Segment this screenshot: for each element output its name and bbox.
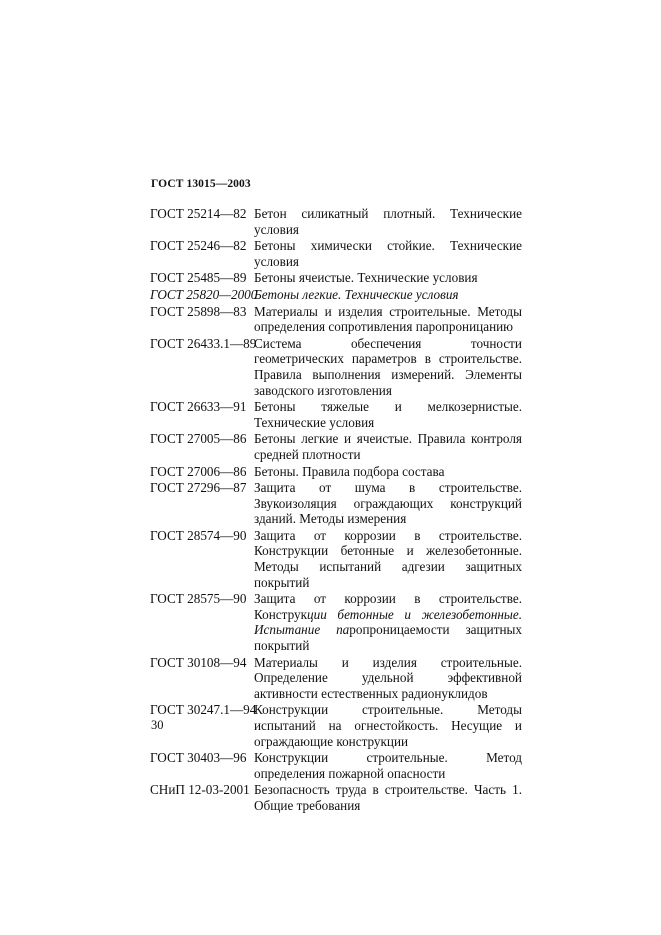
document-header: ГОСТ 13015—2003	[151, 178, 251, 190]
reference-title: Конструкции строительные. Методы испытаний на огнестойкость. Несущие и ограждающие конструкции	[254, 702, 522, 749]
reference-row	[150, 431, 522, 462]
normative-references-list	[150, 206, 522, 815]
reference-title: Безопасность труда в строительстве. Часть 1. Общие требования	[254, 782, 522, 813]
reference-code: ГОСТ 27006—86	[150, 463, 247, 479]
reference-code: СНиП 12-03-2001	[150, 782, 250, 798]
reference-title-italic: ции бетонные и железобетонные. Испытание па	[254, 606, 522, 638]
reference-row	[150, 591, 522, 653]
reference-row	[150, 336, 522, 398]
reference-row	[150, 270, 522, 286]
reference-code: ГОСТ 25898—83	[150, 303, 247, 319]
reference-code: ГОСТ 30403—96	[150, 750, 247, 766]
reference-title: Система обеспечения точности геометрических параметров в строительстве. Правила выполнения измерений. Элементы заводского изготовления	[254, 335, 522, 398]
reference-title: Бетоны тяжелые и мелкозернистые. Технические условия	[254, 399, 522, 430]
reference-row	[150, 655, 522, 702]
reference-title	[254, 591, 522, 653]
reference-title: Материалы и изделия строительные. Методы определения сопротивления паропроницанию	[254, 303, 522, 335]
reference-row	[150, 206, 522, 237]
reference-code: ГОСТ 27296—87	[150, 480, 247, 496]
reference-code: ГОСТ 30247.1—94	[150, 702, 257, 718]
reference-code: ГОСТ 25485—89	[150, 270, 247, 286]
reference-row	[150, 702, 522, 749]
reference-row	[150, 304, 522, 335]
reference-code: ГОСТ 25820—2000	[150, 286, 258, 302]
reference-code: ГОСТ 25246—82	[150, 238, 247, 254]
reference-title: Бетоны легкие и ячеистые. Правила контроля средней плотности	[254, 431, 522, 462]
reference-row	[150, 528, 522, 590]
reference-title: Материалы и изделия строительные. Определение удельной эффективной активности естественных радионуклидов	[254, 654, 522, 701]
reference-row	[150, 750, 522, 781]
reference-title: Бетоны. Правила подбора состава	[254, 463, 445, 479]
reference-row	[150, 782, 522, 813]
reference-row	[150, 287, 522, 303]
reference-code: ГОСТ 25214—82	[150, 206, 247, 221]
reference-title: Конструкции строительные. Метод определения пожарной опасности	[254, 750, 522, 781]
reference-code: ГОСТ 26433.1—89	[150, 335, 257, 351]
reference-row	[150, 238, 522, 269]
reference-code: ГОСТ 27005—86	[150, 431, 247, 447]
reference-code: ГОСТ 26633—91	[150, 399, 247, 415]
reference-code: ГОСТ 28574—90	[150, 527, 247, 543]
reference-title-tail: ропроницаемости защитных покрытий	[254, 622, 522, 654]
reference-title: Бетон силикатный плотный. Технические условия	[254, 206, 522, 237]
reference-row	[150, 480, 522, 527]
reference-row	[150, 399, 522, 430]
reference-title: Бетоны ячеистые. Технические условия	[254, 270, 478, 286]
reference-code: ГОСТ 30108—94	[150, 654, 247, 670]
reference-title-lead: Защита от коррозии в строительстве. Конструк	[254, 591, 522, 622]
reference-code: ГОСТ 28575—90	[150, 591, 247, 607]
reference-title: Защита от коррозии в строительстве. Конструкции бетонные и железобетонные. Методы испытаний адгезии защитных покрытий	[254, 527, 522, 590]
page-number: 30	[151, 718, 164, 732]
reference-title: Бетоны легкие. Технические условия	[254, 286, 459, 302]
reference-row	[150, 464, 522, 480]
reference-title: Бетоны химически стойкие. Технические условия	[254, 238, 522, 269]
reference-title: Защита от шума в строительстве. Звукоизоляция ограждающих конструкций зданий. Методы измерения	[254, 480, 522, 527]
